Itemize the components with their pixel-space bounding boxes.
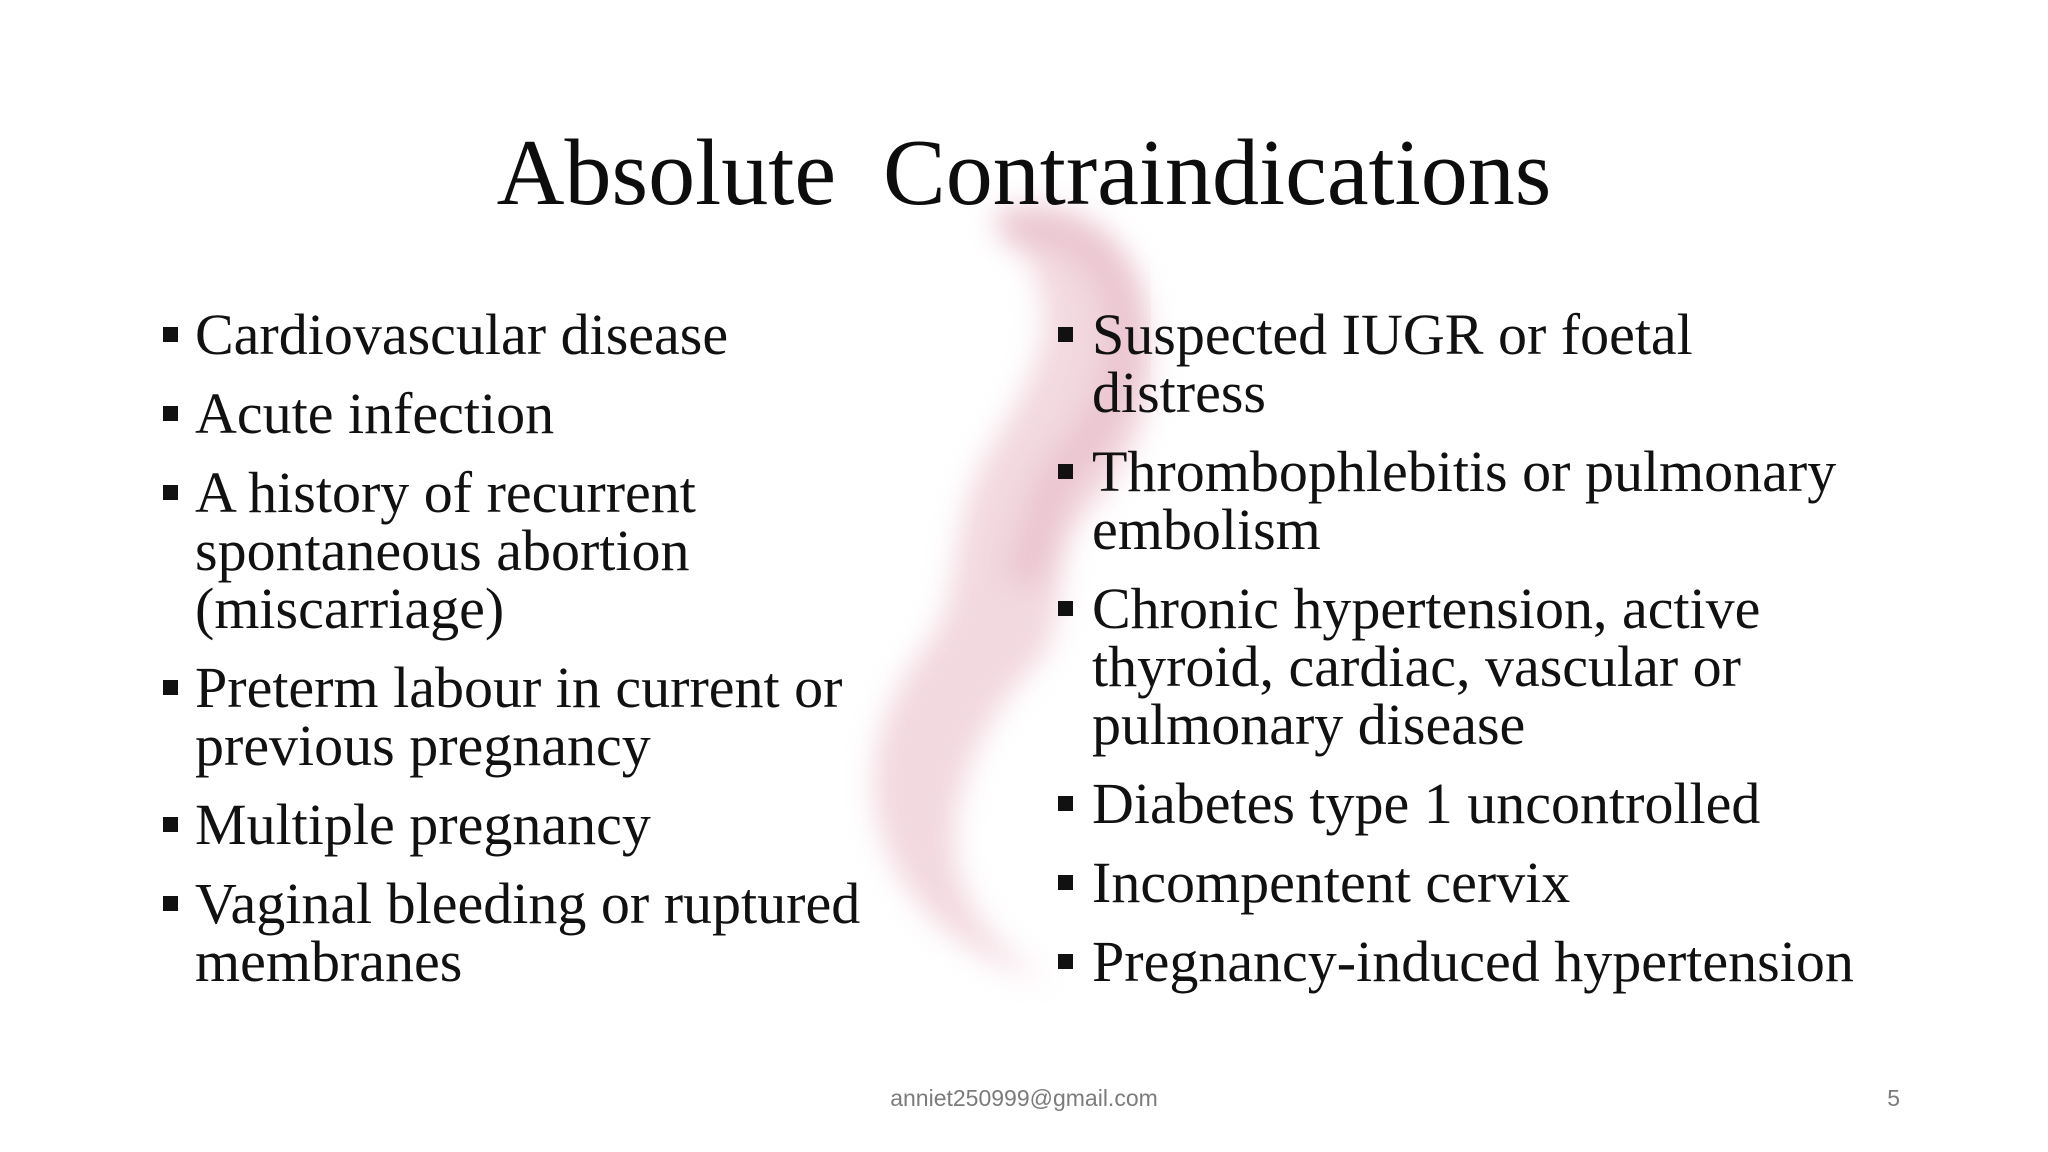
right-bullet-list [1055,302,1955,1012]
page-number: 5 [1887,1085,1900,1111]
list-item: Multiple pregnancy [160,796,960,854]
list-item: Diabetes type 1 uncontrolled [1055,775,1955,833]
list-item: Acute infection [160,385,960,443]
list-item: Thrombophlebitis or pulmonary embolism [1055,443,1952,559]
list-item: Suspected IUGR or foetal distress [1055,306,1792,422]
list-item: A history of recurrent spontaneous abortion (miscarriage) [160,464,755,638]
list-item: Preterm labour in current or previous pregnancy [160,659,915,775]
left-bullet-list [160,302,960,1012]
list-item: Pregnancy-induced hypertension [1055,933,1955,991]
list-item: Chronic hypertension, active thyroid, cardiac, vascular or pulmonary disease [1055,580,1852,754]
list-item: Cardiovascular disease [160,306,960,364]
slide-title: Absolute Contraindications [496,121,1552,225]
list-item: Incompentent cervix [1055,854,1955,912]
list-item: Vaginal bleeding or ruptured membranes [160,875,955,991]
footer-email: anniet250999@gmail.com [890,1085,1158,1111]
